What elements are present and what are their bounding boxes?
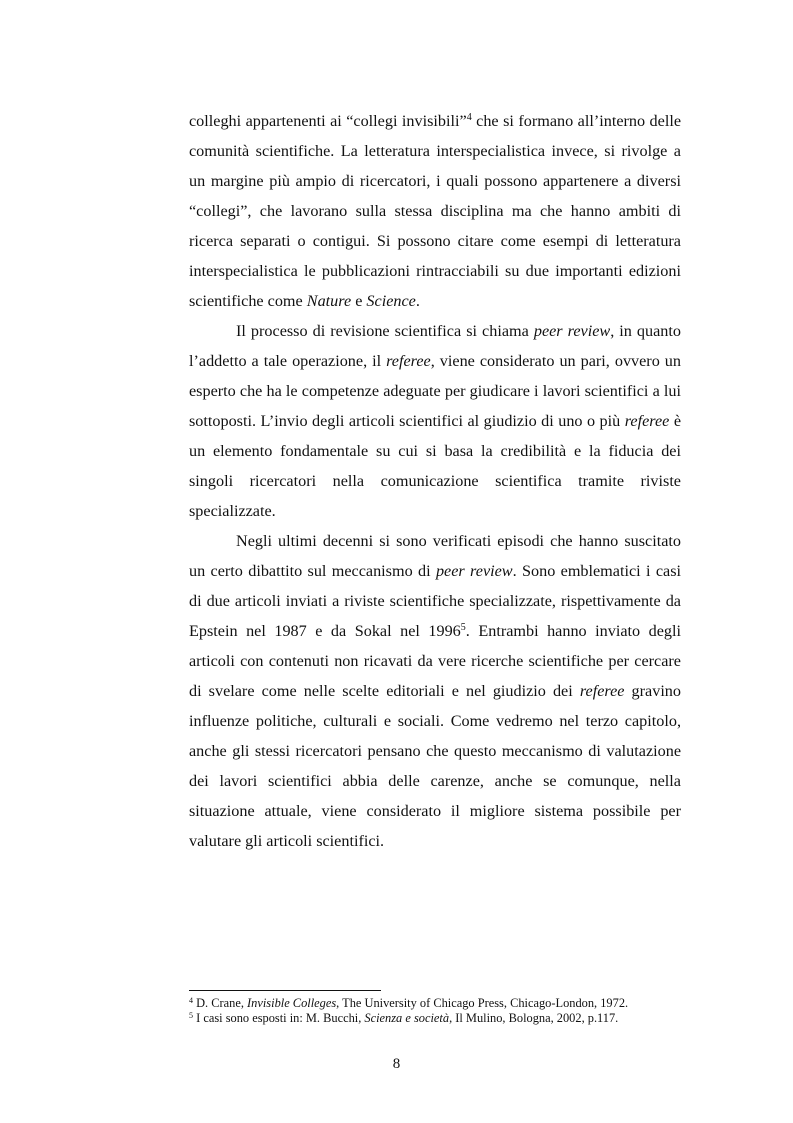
- footnote-number: 4: [189, 996, 193, 1005]
- book-title: Invisible Colleges: [247, 996, 337, 1010]
- footnote-number: 5: [189, 1011, 193, 1020]
- footnote-ref-5[interactable]: 5: [460, 622, 466, 633]
- footnote-5: $^5$ I casi sono esposti in: M. Bucchi, Scienza e società, Il Mulino, Bologna, 2002, p.117.: [189, 1011, 619, 1025]
- journal-title: Nature: [306, 292, 352, 310]
- footnotes: [189, 996, 709, 1026]
- footnote-ref-4[interactable]: 4: [466, 112, 472, 123]
- term: peer review: [435, 562, 513, 580]
- paragraph: Negli ultimi decenni si sono verificati episodi che hanno suscitato un certo dibattito sul meccanismo di peer review. Sono emblematici i casi di due articoli inviati a riviste scientifiche specializzate, rispettivamente da Epstein nel 1987 e da Sokal nel 1996$^5$. Entrambi hanno inviato degli articoli con contenuti non ricavati da vere ricerche scientifiche per cercare di svelare come nelle scelte editoriali e nel giudizio dei referee gravino influenze politiche, culturali e sociali. Come vedremo nel terzo capitolo, anche gli stessi ricercatori pensano che questo meccanismo di valutazione dei lavori scientifici abbia delle carenze, anche se comunque, nella situazione attuale, viene considerato il migliore sistema possibile per valutare gli articoli scientifici.: [189, 532, 681, 850]
- footnote-4: $^4$ D. Crane, Invisible Colleges, The University of Chicago Press, Chicago-London, 1972.: [189, 996, 629, 1010]
- term: referee: [386, 352, 431, 370]
- body-text: [189, 106, 681, 856]
- term: referee: [624, 412, 670, 430]
- book-title: Scienza e società: [364, 1011, 450, 1025]
- journal-title: Science: [366, 292, 416, 310]
- paragraph: Il processo di revisione scientifica si chiama peer review, in quanto l’addetto a tale operazione, il referee, viene considerato un pari, ovvero un esperto che ha le competenze adeguate per giudicare i lavori scientifici a lui sottoposti. L’invio degli articoli scientifici al giudizio di uno o più referee è un elemento fondamentale su cui si basa la credibilità e la fiducia dei singoli ricercatori nella comunicazione scientifica tramite riviste specializzate.: [189, 322, 682, 520]
- page-number: 8: [392, 1056, 401, 1072]
- paragraph: colleghi appartenenti ai “collegi invisibili”$^4$ che si formano all’interno delle comunità scientifiche. La letteratura interspecialistica invece, si rivolge a un margine più ampio di ricercatori, i quali possono appartenere a diversi “collegi”, che lavorano sulla stessa disciplina ma che hanno ambiti di ricerca separati o contigui. Si possono citare come esempi di letteratura interspecialistica le pubblicazioni rintracciabili su due importanti edizioni scientifiche come Nature e Science.: [189, 112, 682, 310]
- term: referee: [579, 682, 625, 700]
- term: peer review: [533, 322, 611, 340]
- footnote-separator: [189, 990, 381, 991]
